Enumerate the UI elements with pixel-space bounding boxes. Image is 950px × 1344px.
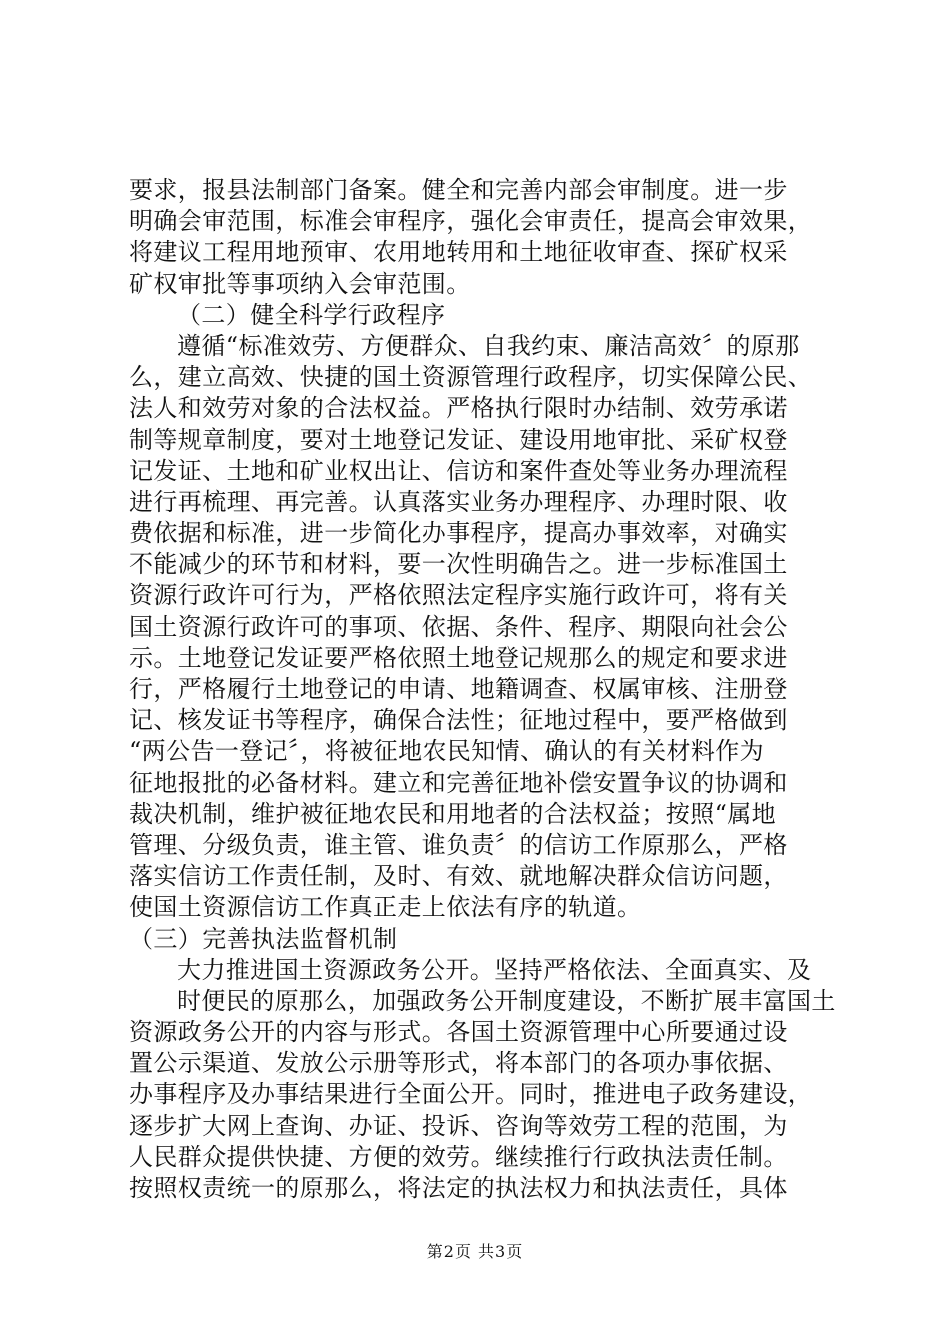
text-line: “两公告一登记〞，将被征地农民知情、确认的有关材料作为: [129, 737, 765, 766]
text-line: 么，建立高效、快捷的国土资源管理行政程序，切实保障公民、: [129, 363, 813, 392]
section-heading: 大力推进国土资源政务公开。坚持严格依法、全面真实、及: [177, 955, 812, 984]
text-line: 逐步扩大网上查询、办证、投诉、咨询等效劳工程的范围，为: [129, 1111, 788, 1140]
text-line: 记、核发证书等程序，确保合法性；征地过程中，要严格做到: [129, 706, 788, 735]
text-line: 置公示渠道、发放公示册等形式，将本部门的各项办事依据、: [129, 1049, 788, 1078]
text-line: 矿权审批等事项纳入会审范围。: [129, 269, 471, 298]
text-line: 行，严格履行土地登记的申请、地籍调查、权属审核、注册登: [129, 675, 788, 703]
text-line: 记发证、土地和矿业权出让、信访和案件查处等业务办理流程: [129, 456, 788, 485]
text-line: 要求，报县法制部门备案。健全和完善内部会审制度。进一步: [129, 176, 788, 204]
text-line: 资源政务公开的内容与形式。各国土资源管理中心所要通过设: [129, 1018, 788, 1047]
text-line: 遵循“标准效劳、方便群众、自我约束、廉洁高效〞的原那: [177, 331, 800, 360]
text-line: 国土资源行政许可的事项、依据、条件、程序、期限向社会公: [129, 612, 788, 641]
text-line: 示。土地登记发证要严格依照土地登记规那么的规定和要求进: [129, 643, 788, 672]
text-line: 征地报批的必备材料。建立和完善征地补偿安置争议的协调和: [129, 768, 788, 797]
text-line: 法人和效劳对象的合法权益。严格执行限时办结制、效劳承诺: [129, 394, 788, 423]
text-line: 按照权责统一的原那么，将法定的执法权力和执法责任，具体: [129, 1174, 788, 1202]
text-line: 人民群众提供快捷、方便的效劳。继续推行行政执法责任制。: [129, 1142, 788, 1171]
text-line: 明确会审范围，标准会审程序，强化会审责任，提高会审效果，: [129, 207, 813, 236]
text-line: 使国土资源信访工作真正走上依法有序的轨道。: [129, 893, 642, 922]
text-line: 办事程序及办事结果进行全面公开。同时，推进电子政务建设，: [129, 1080, 813, 1109]
section-heading: （二）健全科学行政程序: [177, 300, 446, 329]
document-body: [129, 175, 839, 1204]
text-line: 费依据和标准，进一步简化办事程序，提高办事效率，对确实: [129, 519, 788, 548]
text-line: 制等规章制度，要对土地登记发证、建设用地审批、采矿权登: [129, 425, 788, 454]
text-line: 时便民的原那么，加强政务公开制度建设，不断扩展丰富国土: [177, 986, 836, 1015]
text-line: 落实信访工作责任制，及时、有效、就地解决群众信访问题，: [129, 862, 788, 891]
text-line: 将建议工程用地预审、农用地转用和土地征收审查、探矿权采: [129, 238, 788, 267]
text-line: 管理、分级负责，谁主管、谁负责〞的信访工作原那么，严格: [129, 830, 788, 859]
text-line: 资源行政许可行为，严格依照法定程序实施行政许可，将有关: [129, 581, 788, 610]
page-number-footer: 第2页 共3页: [426, 1242, 524, 1261]
text-line: 进行再梳理、再完善。认真落实业务办理程序、办理时限、收: [129, 487, 788, 516]
text-line: （三）完善执法监督机制: [129, 924, 398, 953]
text-line: 不能减少的环节和材料，要一次性明确告之。进一步标准国土: [129, 550, 788, 579]
text-line: 裁决机制，维护被征地农民和用地者的合法权益；按照“属地: [129, 799, 777, 828]
